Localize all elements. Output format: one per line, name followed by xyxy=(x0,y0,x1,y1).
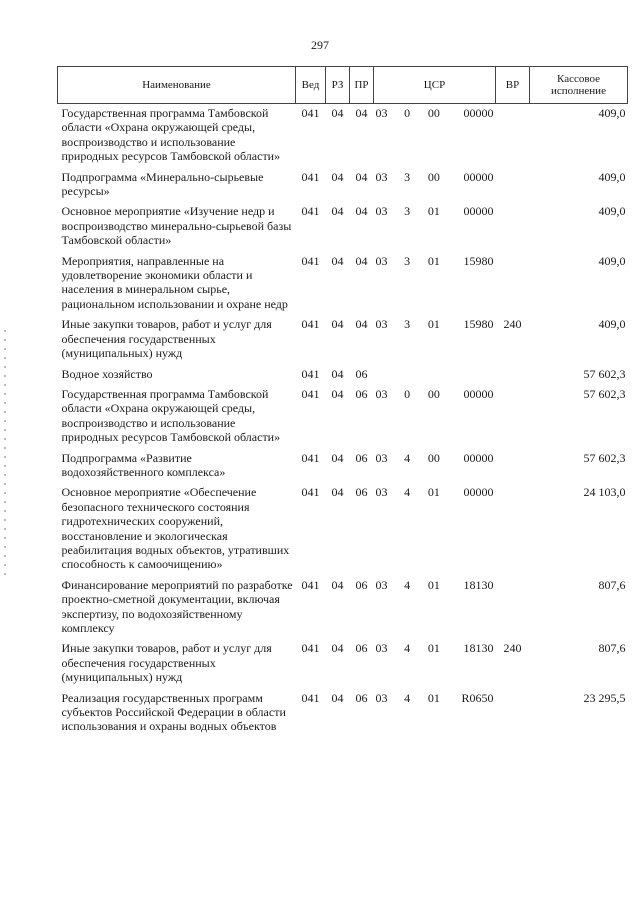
row-pr: 06 xyxy=(355,690,368,705)
csr-direction: 00000 xyxy=(463,204,494,219)
row-ved: 041 xyxy=(301,317,320,332)
row-csr xyxy=(374,639,496,688)
csr-event: 01 xyxy=(427,485,440,500)
row-ved: 041 xyxy=(301,386,320,401)
csr-event: 00 xyxy=(427,169,440,184)
row-name: Подпрограмма «Развитие водохозяйственного комплекса» xyxy=(61,450,226,479)
row-pr: 04 xyxy=(355,106,368,120)
csr-direction: R0650 xyxy=(461,690,494,705)
row-pr: 06 xyxy=(355,450,368,465)
header-rz: РЗ xyxy=(326,67,350,104)
row-ved: 041 xyxy=(301,577,320,592)
table-row xyxy=(58,483,628,575)
row-vr: 240 xyxy=(503,317,522,332)
table-row xyxy=(58,449,628,484)
row-csr xyxy=(374,252,496,316)
header-ved: Вед xyxy=(296,67,326,104)
csr-direction: 00000 xyxy=(463,450,494,465)
table-row xyxy=(58,168,628,203)
row-rz: 04 xyxy=(331,317,344,332)
table-header xyxy=(58,67,628,104)
csr-subprogram: 4 xyxy=(404,690,411,705)
csr-subprogram: 0 xyxy=(404,386,411,401)
csr-direction: 00000 xyxy=(463,485,494,500)
row-name: Государственная программа Тамбовской области «Охрана окружающей среды, воспроизводство и использование природных ресурсов Тамбовской области» xyxy=(61,386,281,445)
csr-subprogram: 3 xyxy=(404,317,411,332)
csr-subprogram: 3 xyxy=(404,204,411,219)
csr-event: 01 xyxy=(427,317,440,332)
header-vr: ВР xyxy=(496,67,530,104)
csr-event: 01 xyxy=(427,204,440,219)
csr-direction: 00000 xyxy=(463,169,494,184)
csr-event: 01 xyxy=(427,690,440,705)
csr-direction: 18130 xyxy=(463,577,494,592)
row-exec: 57 602,3 xyxy=(583,450,626,465)
csr-event: 01 xyxy=(427,577,440,592)
row-vr xyxy=(496,202,530,251)
row-rz: 04 xyxy=(331,366,344,381)
row-rz: 04 xyxy=(331,450,344,465)
scan-margin-mark xyxy=(4,330,6,580)
row-csr xyxy=(374,104,496,168)
row-csr xyxy=(374,483,496,575)
row-name: Мероприятия, направленные на удовлетворение экономики области и населения в минеральном сырье, рациональном использовании и охране недр xyxy=(61,253,288,311)
csr-direction: 15980 xyxy=(463,253,494,268)
row-csr xyxy=(374,385,496,449)
csr-subprogram: 4 xyxy=(404,577,411,592)
csr-program: 03 xyxy=(375,169,388,184)
header-pr: ПР xyxy=(350,67,374,104)
row-csr xyxy=(374,689,496,738)
csr-subprogram: 4 xyxy=(404,485,411,500)
row-ved: 041 xyxy=(301,485,320,500)
row-ved: 041 xyxy=(301,169,320,184)
csr-direction: 15980 xyxy=(463,317,494,332)
row-name: Государственная программа Тамбовской области «Охрана окружающей среды, воспроизводство и использование природных ресурсов Тамбовской области» xyxy=(61,106,281,164)
table-row xyxy=(58,385,628,449)
row-vr xyxy=(496,252,530,316)
row-vr xyxy=(496,483,530,575)
csr-event: 00 xyxy=(427,450,440,465)
row-name: Финансирование мероприятий по разработке проектно-сметной документации, включая экспертизу, по водохозяйственному комплексу xyxy=(61,577,293,635)
csr-subprogram: 3 xyxy=(404,253,411,268)
row-exec: 807,6 xyxy=(598,577,626,592)
row-pr: 06 xyxy=(355,386,368,401)
csr-program: 03 xyxy=(375,577,388,592)
row-name: Подпрограмма «Минерально-сырьевые ресурсы» xyxy=(61,169,264,199)
row-csr xyxy=(374,168,496,203)
row-rz: 04 xyxy=(331,204,344,219)
csr-program: 03 xyxy=(375,450,388,465)
table-row xyxy=(58,202,628,251)
row-rz: 04 xyxy=(331,253,344,268)
csr-program: 03 xyxy=(375,106,388,120)
budget-table xyxy=(57,66,628,738)
row-vr xyxy=(496,385,530,449)
row-exec: 24 103,0 xyxy=(583,485,626,500)
row-vr xyxy=(496,104,530,168)
row-exec: 409,0 xyxy=(598,204,626,219)
csr-program: 03 xyxy=(375,204,388,219)
row-vr xyxy=(496,689,530,738)
header-name: Наименование xyxy=(58,67,296,104)
row-rz: 04 xyxy=(331,485,344,500)
row-vr xyxy=(496,365,530,385)
row-exec: 23 295,5 xyxy=(583,690,626,705)
table-row xyxy=(58,689,628,738)
row-vr xyxy=(496,576,530,640)
row-exec: 409,0 xyxy=(598,253,626,268)
csr-subprogram: 0 xyxy=(404,106,411,120)
row-pr: 06 xyxy=(355,577,368,592)
csr-program: 03 xyxy=(375,690,388,705)
table-row xyxy=(58,315,628,364)
row-rz: 04 xyxy=(331,577,344,592)
csr-subprogram: 4 xyxy=(404,641,411,656)
row-csr xyxy=(374,365,496,385)
row-exec: 409,0 xyxy=(598,169,626,184)
row-rz: 04 xyxy=(331,169,344,184)
csr-direction: 00000 xyxy=(463,386,494,401)
row-vr: 240 xyxy=(503,641,522,656)
row-ved: 041 xyxy=(301,690,320,705)
row-csr xyxy=(374,449,496,484)
row-pr: 06 xyxy=(355,485,368,500)
header-exec: Кассовое исполнение xyxy=(530,67,628,104)
csr-program: 03 xyxy=(375,641,388,656)
row-csr xyxy=(374,576,496,640)
row-vr xyxy=(496,449,530,484)
row-ved: 041 xyxy=(301,641,320,656)
csr-event: 00 xyxy=(427,386,440,401)
row-pr: 06 xyxy=(355,366,368,381)
row-exec: 57 602,3 xyxy=(583,366,626,381)
csr-direction: 18130 xyxy=(463,641,494,656)
row-csr xyxy=(374,202,496,251)
csr-program: 03 xyxy=(375,317,388,332)
row-name: Основное мероприятие «Изучение недр и воспроизводство минерально-сырьевой базы Тамбовской области» xyxy=(61,204,292,248)
csr-program: 03 xyxy=(375,386,388,401)
table-row xyxy=(58,639,628,688)
csr-program: 03 xyxy=(375,485,388,500)
row-pr: 04 xyxy=(355,317,368,332)
row-ved: 041 xyxy=(301,106,320,120)
row-rz: 04 xyxy=(331,641,344,656)
row-pr: 06 xyxy=(355,641,368,656)
row-rz: 04 xyxy=(331,386,344,401)
csr-event: 00 xyxy=(427,106,440,120)
csr-subprogram: 3 xyxy=(404,169,411,184)
table-row xyxy=(58,252,628,316)
row-name: Иные закупки товаров, работ и услуг для обеспечения государственных (муниципальных) нужд xyxy=(61,317,272,361)
row-pr: 04 xyxy=(355,169,368,184)
row-pr: 04 xyxy=(355,253,368,268)
table-row xyxy=(58,576,628,640)
row-name: Основное мероприятие «Обеспечение безопасного технического состояния гидротехнических сооружений, восстановление и экологическая реабилитация водных объектов, утративших способность к самоочищению» xyxy=(61,485,290,572)
csr-program: 03 xyxy=(375,253,388,268)
row-name: Водное хозяйство xyxy=(61,366,153,381)
row-exec: 807,6 xyxy=(598,641,626,656)
csr-subprogram: 4 xyxy=(404,450,411,465)
csr-event: 01 xyxy=(427,641,440,656)
row-ved: 041 xyxy=(301,253,320,268)
row-ved: 041 xyxy=(301,204,320,219)
row-name: Реализация государственных программ субъектов Российской Федерации в области использования и охраны водных объектов xyxy=(61,690,286,734)
row-exec: 409,0 xyxy=(598,317,626,332)
row-pr: 04 xyxy=(355,204,368,219)
row-rz: 04 xyxy=(331,690,344,705)
page-number: 297 xyxy=(311,38,329,52)
row-exec: 57 602,3 xyxy=(583,386,626,401)
row-exec: 409,0 xyxy=(598,106,626,120)
csr-direction: 00000 xyxy=(463,106,494,120)
csr-event: 01 xyxy=(427,253,440,268)
row-vr xyxy=(496,168,530,203)
row-ved: 041 xyxy=(301,450,320,465)
table-row xyxy=(58,104,628,168)
row-ved: 041 xyxy=(301,366,320,381)
row-rz: 04 xyxy=(331,106,344,120)
header-csr: ЦСР xyxy=(374,67,496,104)
row-csr xyxy=(374,315,496,364)
row-name: Иные закупки товаров, работ и услуг для обеспечения государственных (муниципальных) нужд xyxy=(61,641,272,685)
table-row xyxy=(58,365,628,385)
